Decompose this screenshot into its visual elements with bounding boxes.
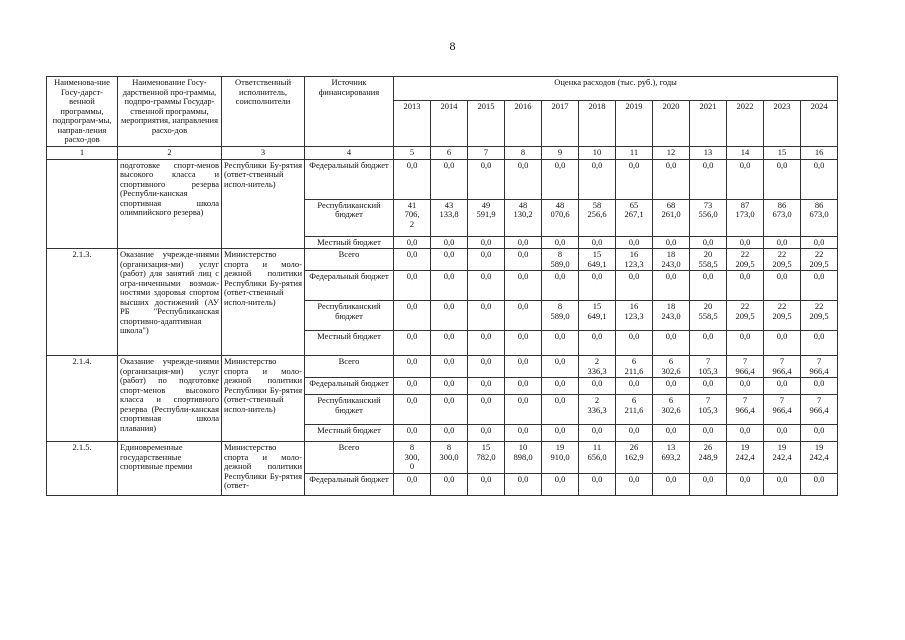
expense-value: 22 209,5 [764,249,801,271]
expense-value: 86 673,0 [801,199,838,236]
expense-value: 0,0 [468,425,505,442]
funding-source: Местный бюджет [305,236,394,249]
expense-value: 0,0 [801,236,838,249]
expense-value: 16 123,3 [616,301,653,331]
expense-value: 16 123,3 [616,249,653,271]
expense-value: 18 243,0 [653,249,690,271]
year-header: 2015 [468,100,505,146]
expense-value: 20 558,5 [690,249,727,271]
expense-value: 65 267,1 [616,199,653,236]
expense-value: 0,0 [764,271,801,301]
expense-value: 0,0 [764,473,801,495]
funding-source: Федеральный бюджет [305,159,394,199]
expense-value: 7 105,3 [690,356,727,378]
expense-value: 0,0 [431,249,468,271]
header-estimate: Оценка расходов (тыс. руб.), годы [394,77,838,101]
column-number: 8 [505,146,542,159]
year-header: 2013 [394,100,431,146]
expense-value: 0,0 [394,236,431,249]
expense-value: 0,0 [727,378,764,395]
expense-value: 49 591,9 [468,199,505,236]
column-number: 13 [690,146,727,159]
expense-value: 0,0 [431,356,468,378]
column-number: 4 [305,146,394,159]
column-number: 1 [47,146,118,159]
column-number: 16 [801,146,838,159]
expense-value: 6 211,6 [616,395,653,425]
expense-value: 0,0 [690,271,727,301]
expense-value: 15 649,1 [579,249,616,271]
measure-name: Оказание учрежде-ниями (организация-ми) услуг (работ) по подготовке спорт-менов высокого класса и спортивного резерва (Республи-канская спортивная школа плавания) [118,356,222,442]
executor: Республики Бу-рятия (ответ-ственный испол-нитель) [222,159,305,249]
funding-source: Республиканский бюджет [305,301,394,331]
expense-value: 0,0 [468,378,505,395]
funding-source: Всего [305,249,394,271]
expense-value: 20 558,5 [690,301,727,331]
expense-value: 0,0 [653,236,690,249]
expense-value: 0,0 [616,331,653,356]
year-header: 2023 [764,100,801,146]
column-number: 6 [431,146,468,159]
expense-value: 0,0 [468,159,505,199]
expense-value: 8 300,0 [431,442,468,474]
expense-value: 8 589,0 [542,301,579,331]
expense-value: 73 556,0 [690,199,727,236]
expense-value: 0,0 [801,473,838,495]
expense-value: 0,0 [431,301,468,331]
column-number: 9 [542,146,579,159]
expense-value: 22 209,5 [801,301,838,331]
expense-value: 0,0 [431,271,468,301]
expense-value: 7 966,4 [764,395,801,425]
expense-value: 26 248,9 [690,442,727,474]
expense-value: 0,0 [394,378,431,395]
measure-code: 2.1.4. [47,356,118,442]
expense-value: 0,0 [505,249,542,271]
expense-value: 0,0 [690,473,727,495]
expense-value: 0,0 [542,395,579,425]
expense-value: 0,0 [764,159,801,199]
expense-value: 13 693,2 [653,442,690,474]
expense-value: 0,0 [801,425,838,442]
expense-value: 7 966,4 [801,356,838,378]
funding-source: Федеральный бюджет [305,473,394,495]
budget-table [46,76,838,496]
expense-value: 0,0 [690,378,727,395]
expense-value: 0,0 [801,271,838,301]
expense-value: 0,0 [542,331,579,356]
year-header: 2016 [505,100,542,146]
expense-value: 0,0 [616,271,653,301]
expense-value: 0,0 [394,425,431,442]
expense-value: 22 209,5 [727,301,764,331]
year-header: 2014 [431,100,468,146]
expense-value: 0,0 [394,159,431,199]
expense-value: 7 105,3 [690,395,727,425]
expense-value: 0,0 [801,159,838,199]
expense-value: 19 242,4 [801,442,838,474]
expense-value: 0,0 [468,271,505,301]
expense-value: 0,0 [431,425,468,442]
expense-value: 22 209,5 [764,301,801,331]
expense-value: 0,0 [505,425,542,442]
expense-value: 0,0 [394,356,431,378]
column-number: 12 [653,146,690,159]
expense-value: 0,0 [727,271,764,301]
expense-value: 0,0 [579,378,616,395]
executor: Министерство спорта и моло-дежной политики Республики Бу-рятия (ответ-ственный испол-нитель) [222,249,305,356]
expense-value: 0,0 [468,331,505,356]
expense-value: 15 649,1 [579,301,616,331]
page-number: 8 [449,39,456,53]
year-header: 2022 [727,100,764,146]
expense-value: 0,0 [579,473,616,495]
expense-value: 0,0 [653,159,690,199]
funding-source: Республиканский бюджет [305,395,394,425]
expense-value: 86 673,0 [764,199,801,236]
expense-value: 7 966,4 [801,395,838,425]
expense-value: 0,0 [579,271,616,301]
column-number: 14 [727,146,764,159]
expense-value: 0,0 [468,356,505,378]
expense-value: 22 209,5 [727,249,764,271]
expense-value: 87 173,0 [727,199,764,236]
funding-source: Федеральный бюджет [305,271,394,301]
funding-source: Федеральный бюджет [305,378,394,395]
expense-value: 0,0 [505,473,542,495]
expense-value: 0,0 [468,473,505,495]
expense-value: 0,0 [394,331,431,356]
expense-value: 0,0 [653,425,690,442]
column-number: 15 [764,146,801,159]
year-header: 2024 [801,100,838,146]
expense-value: 26 162,9 [616,442,653,474]
expense-value: 0,0 [727,473,764,495]
column-number: 10 [579,146,616,159]
expense-value: 0,0 [431,473,468,495]
table-row [47,442,838,474]
expense-value: 0,0 [394,249,431,271]
year-header: 2019 [616,100,653,146]
expense-value: 15 782,0 [468,442,505,474]
measure-code: 2.1.5. [47,442,118,496]
expense-value: 0,0 [727,331,764,356]
executor: Министерство спорта и моло-дежной политики Республики Бу-рятия (ответ-ственный испол-нитель) [222,356,305,442]
expense-value: 0,0 [616,159,653,199]
expense-value: 8 589,0 [542,249,579,271]
expense-value: 0,0 [505,378,542,395]
expense-value: 0,0 [542,236,579,249]
funding-source: Местный бюджет [305,331,394,356]
expense-value: 6 211,6 [616,356,653,378]
measure-code: 2.1.3. [47,249,118,356]
measure-name: Единовременные государственные спортивные премии [118,442,222,496]
expense-value: 8 300, 0 [394,442,431,474]
expense-value: 0,0 [505,331,542,356]
expense-value: 7 966,4 [764,356,801,378]
table-row [47,159,838,199]
executor: Министерство спорта и моло-дежной политики Республики Бу-рятия (ответ- [222,442,305,496]
expense-value: 0,0 [542,425,579,442]
expense-value: 0,0 [801,378,838,395]
expense-value: 22 209,5 [801,249,838,271]
expense-value: 10 898,0 [505,442,542,474]
expense-value: 7 966,4 [727,356,764,378]
expense-value: 18 243,0 [653,301,690,331]
expense-value: 0,0 [764,236,801,249]
expense-value: 0,0 [394,271,431,301]
expense-value: 0,0 [542,378,579,395]
expense-value: 19 242,4 [764,442,801,474]
expense-value: 0,0 [616,473,653,495]
expense-value: 0,0 [579,236,616,249]
expense-value: 0,0 [505,159,542,199]
expense-value: 0,0 [579,159,616,199]
expense-value: 0,0 [690,425,727,442]
table-body [47,159,838,495]
measure-code [47,159,118,249]
expense-value: 0,0 [579,331,616,356]
funding-source: Местный бюджет [305,425,394,442]
expense-value: 6 302,6 [653,395,690,425]
column-number: 11 [616,146,653,159]
expense-value: 0,0 [653,331,690,356]
table-row [47,356,838,378]
column-number: 5 [394,146,431,159]
expense-value: 0,0 [727,236,764,249]
expense-value: 43 133,8 [431,199,468,236]
table-row [47,249,838,271]
expense-value: 11 656,0 [579,442,616,474]
expense-value: 58 256,6 [579,199,616,236]
expense-value: 19 242,4 [727,442,764,474]
expense-value: 0,0 [431,395,468,425]
expense-value: 0,0 [764,378,801,395]
expense-value: 0,0 [764,331,801,356]
expense-value: 0,0 [727,159,764,199]
year-header: 2020 [653,100,690,146]
expense-value: 0,0 [468,236,505,249]
expense-value: 0,0 [394,473,431,495]
funding-source: Всего [305,442,394,474]
expense-value: 0,0 [542,271,579,301]
expense-value: 0,0 [579,425,616,442]
expense-value: 0,0 [431,331,468,356]
expense-value: 0,0 [468,249,505,271]
year-header: 2021 [690,100,727,146]
expense-value: 0,0 [505,236,542,249]
expense-value: 0,0 [690,159,727,199]
measure-name: подготовке спорт-менов высокого класса и спортивного резерва (Республи-канская спортивная школа олимпийского резерва) [118,159,222,249]
expense-value: 0,0 [431,236,468,249]
expense-value: 0,0 [653,378,690,395]
header-measure: Наименование Госу-дарственной про-граммы, подпро-граммы Государ-ственной программы, мероприятия, направления расхо-дов [118,77,222,147]
column-number: 7 [468,146,505,159]
expense-value: 0,0 [394,301,431,331]
expense-value: 7 966,4 [727,395,764,425]
expense-value: 0,0 [468,301,505,331]
funding-source: Всего [305,356,394,378]
expense-value: 0,0 [505,395,542,425]
expense-value: 0,0 [468,395,505,425]
header-program: Наименова-ние Госу-дарст-венной программы, подпрограм-мы, направ-ления расхо-дов [47,77,118,147]
expense-value: 0,0 [801,331,838,356]
column-number: 3 [222,146,305,159]
expense-value: 68 261,0 [653,199,690,236]
expense-value: 0,0 [653,271,690,301]
expense-value: 2 336,3 [579,356,616,378]
expense-value: 0,0 [431,159,468,199]
expense-value: 19 910,0 [542,442,579,474]
expense-value: 0,0 [690,331,727,356]
column-number-row [47,146,838,159]
expense-value: 0,0 [616,425,653,442]
expense-value: 0,0 [542,473,579,495]
header-executor: Ответственный исполнитель, соисполнители [222,77,305,147]
expense-value: 0,0 [542,356,579,378]
expense-value: 6 302,6 [653,356,690,378]
expense-value: 0,0 [505,271,542,301]
expense-value: 2 336,3 [579,395,616,425]
expense-value: 0,0 [542,159,579,199]
funding-source: Республиканский бюджет [305,199,394,236]
expense-value: 0,0 [764,425,801,442]
column-number: 2 [118,146,222,159]
expense-value: 0,0 [616,378,653,395]
expense-value: 48 130,2 [505,199,542,236]
expense-value: 0,0 [690,236,727,249]
expense-value: 41 706, 2 [394,199,431,236]
expense-value: 0,0 [505,301,542,331]
header-source: Источник финансирования [305,77,394,147]
measure-name: Оказание учрежде-ниями (организация-ми) услуг (работ) для занятий лиц с огра-ниченными возмож-ностями здоровья спортом высших достижений (АУ РБ "Республиканская спортивно-адаптивная школа") [118,249,222,356]
expense-value: 0,0 [431,378,468,395]
expense-value: 0,0 [394,395,431,425]
year-header: 2018 [579,100,616,146]
expense-value: 48 070,6 [542,199,579,236]
expense-value: 0,0 [727,425,764,442]
expense-value: 0,0 [653,473,690,495]
year-header: 2017 [542,100,579,146]
expense-value: 0,0 [616,236,653,249]
expense-value: 0,0 [505,356,542,378]
